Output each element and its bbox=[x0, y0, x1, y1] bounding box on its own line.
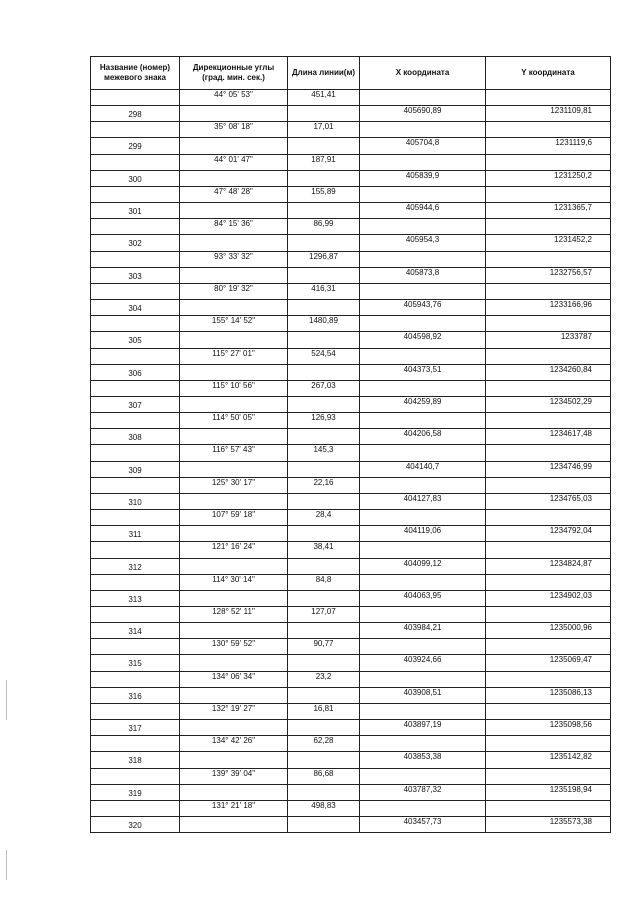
cell-angle bbox=[180, 106, 288, 122]
cell-name: 311 bbox=[91, 526, 180, 542]
cell-x: 405954,3 bbox=[360, 235, 486, 251]
cell-angle bbox=[180, 526, 288, 542]
cell-y bbox=[486, 90, 611, 106]
cell-name bbox=[91, 768, 180, 784]
cell-x: 404063,95 bbox=[360, 590, 486, 606]
cell-y bbox=[486, 542, 611, 558]
cell-length: 127,07 bbox=[288, 607, 360, 623]
cell-y: 1235198,94 bbox=[486, 784, 611, 800]
cell-y: 1233787 bbox=[486, 332, 611, 348]
cell-y: 1234824,87 bbox=[486, 558, 611, 574]
table-row bbox=[91, 623, 611, 639]
cell-angle bbox=[180, 267, 288, 283]
cell-x: 404206,58 bbox=[360, 429, 486, 445]
cell-length bbox=[288, 300, 360, 316]
cell-x bbox=[360, 380, 486, 396]
cell-name bbox=[91, 219, 180, 235]
cell-y: 1235086,13 bbox=[486, 687, 611, 703]
table-row bbox=[91, 332, 611, 348]
table-row bbox=[91, 122, 611, 138]
cell-length: 145,3 bbox=[288, 445, 360, 461]
cell-name bbox=[91, 348, 180, 364]
cell-y: 1233166,96 bbox=[486, 300, 611, 316]
cell-x: 403853,38 bbox=[360, 752, 486, 768]
table-row bbox=[91, 493, 611, 509]
cell-y: 1234260,84 bbox=[486, 364, 611, 380]
header-y: Y координата bbox=[486, 57, 611, 90]
scan-edge-mark bbox=[6, 850, 7, 880]
cell-name bbox=[91, 671, 180, 687]
cell-y: 1231452,2 bbox=[486, 235, 611, 251]
cell-angle: 107° 59' 18" bbox=[180, 510, 288, 526]
cell-name: 303 bbox=[91, 267, 180, 283]
cell-length: 187,91 bbox=[288, 154, 360, 170]
table-row bbox=[91, 283, 611, 299]
cell-x bbox=[360, 413, 486, 429]
scan-edge-mark bbox=[6, 680, 7, 720]
cell-name bbox=[91, 574, 180, 590]
cell-length: 498,83 bbox=[288, 800, 360, 816]
cell-x bbox=[360, 154, 486, 170]
cell-angle bbox=[180, 300, 288, 316]
cell-x bbox=[360, 574, 486, 590]
table-row bbox=[91, 526, 611, 542]
cell-name bbox=[91, 251, 180, 267]
table-row bbox=[91, 752, 611, 768]
cell-y bbox=[486, 413, 611, 429]
cell-x bbox=[360, 316, 486, 332]
cell-x: 403457,73 bbox=[360, 817, 486, 833]
cell-x: 404598,92 bbox=[360, 332, 486, 348]
cell-length: 451,41 bbox=[288, 90, 360, 106]
cell-angle: 131° 21' 18" bbox=[180, 800, 288, 816]
cell-x bbox=[360, 800, 486, 816]
table-row bbox=[91, 477, 611, 493]
cell-length: 1296,87 bbox=[288, 251, 360, 267]
cell-name bbox=[91, 283, 180, 299]
cell-name: 317 bbox=[91, 720, 180, 736]
cell-length: 90,77 bbox=[288, 639, 360, 655]
header-row bbox=[91, 57, 611, 90]
cell-x: 405944,6 bbox=[360, 203, 486, 219]
cell-angle bbox=[180, 590, 288, 606]
table-row bbox=[91, 703, 611, 719]
cell-x bbox=[360, 510, 486, 526]
header-x: X координата bbox=[360, 57, 486, 90]
cell-x bbox=[360, 477, 486, 493]
table-row bbox=[91, 817, 611, 833]
cell-angle bbox=[180, 655, 288, 671]
cell-angle: 130° 59' 52" bbox=[180, 639, 288, 655]
cell-x: 403984,21 bbox=[360, 623, 486, 639]
table-row bbox=[91, 558, 611, 574]
cell-angle bbox=[180, 817, 288, 833]
cell-y: 1235000,96 bbox=[486, 623, 611, 639]
cell-length: 1480,89 bbox=[288, 316, 360, 332]
cell-angle bbox=[180, 364, 288, 380]
cell-x: 404127,83 bbox=[360, 493, 486, 509]
cell-angle bbox=[180, 235, 288, 251]
cell-angle bbox=[180, 332, 288, 348]
table-row bbox=[91, 267, 611, 283]
cell-length bbox=[288, 493, 360, 509]
coordinates-table-wrapper bbox=[90, 56, 611, 833]
cell-x: 404119,06 bbox=[360, 526, 486, 542]
cell-y: 1231119,6 bbox=[486, 138, 611, 154]
cell-x bbox=[360, 122, 486, 138]
cell-x: 404099,12 bbox=[360, 558, 486, 574]
cell-length bbox=[288, 267, 360, 283]
cell-x bbox=[360, 251, 486, 267]
cell-x: 403908,51 bbox=[360, 687, 486, 703]
cell-name: 308 bbox=[91, 429, 180, 445]
cell-length: 86,99 bbox=[288, 219, 360, 235]
cell-y bbox=[486, 477, 611, 493]
cell-y bbox=[486, 380, 611, 396]
cell-x: 404373,51 bbox=[360, 364, 486, 380]
cell-name bbox=[91, 380, 180, 396]
cell-y bbox=[486, 251, 611, 267]
cell-angle: 35° 08' 18" bbox=[180, 122, 288, 138]
table-row bbox=[91, 219, 611, 235]
table-row bbox=[91, 655, 611, 671]
cell-y bbox=[486, 316, 611, 332]
cell-name: 319 bbox=[91, 784, 180, 800]
cell-y: 1234746,99 bbox=[486, 461, 611, 477]
cell-length bbox=[288, 655, 360, 671]
cell-length bbox=[288, 687, 360, 703]
cell-y bbox=[486, 768, 611, 784]
cell-name: 306 bbox=[91, 364, 180, 380]
cell-length bbox=[288, 138, 360, 154]
table-row bbox=[91, 784, 611, 800]
cell-y: 1234765,03 bbox=[486, 493, 611, 509]
cell-name: 316 bbox=[91, 687, 180, 703]
cell-angle: 132° 19' 27" bbox=[180, 703, 288, 719]
table-body bbox=[91, 90, 611, 833]
cell-angle: 134° 06' 34" bbox=[180, 671, 288, 687]
cell-length bbox=[288, 170, 360, 186]
cell-angle: 80° 19' 32" bbox=[180, 283, 288, 299]
cell-angle: 121° 16' 24" bbox=[180, 542, 288, 558]
table-row bbox=[91, 235, 611, 251]
cell-length bbox=[288, 784, 360, 800]
header-name: Название (номер) межевого знака bbox=[91, 57, 180, 90]
cell-angle: 155° 14' 52" bbox=[180, 316, 288, 332]
cell-angle: 115° 10' 56" bbox=[180, 380, 288, 396]
cell-name bbox=[91, 477, 180, 493]
table-row bbox=[91, 800, 611, 816]
cell-angle: 115° 27' 01" bbox=[180, 348, 288, 364]
cell-x: 404259,89 bbox=[360, 396, 486, 412]
cell-length: 126,93 bbox=[288, 413, 360, 429]
cell-length bbox=[288, 106, 360, 122]
cell-x bbox=[360, 445, 486, 461]
cell-angle bbox=[180, 558, 288, 574]
cell-length: 17,01 bbox=[288, 122, 360, 138]
cell-angle: 93° 33' 32" bbox=[180, 251, 288, 267]
cell-angle bbox=[180, 203, 288, 219]
table-row bbox=[91, 413, 611, 429]
table-row bbox=[91, 251, 611, 267]
cell-angle: 114° 50' 05" bbox=[180, 413, 288, 429]
cell-length: 84,8 bbox=[288, 574, 360, 590]
cell-y bbox=[486, 671, 611, 687]
table-row bbox=[91, 380, 611, 396]
cell-length bbox=[288, 364, 360, 380]
cell-name bbox=[91, 316, 180, 332]
cell-y: 1234617,48 bbox=[486, 429, 611, 445]
cell-angle: 125° 30' 17" bbox=[180, 477, 288, 493]
cell-angle: 47° 48' 28" bbox=[180, 186, 288, 202]
header-length: Длина линии(м) bbox=[288, 57, 360, 90]
cell-y bbox=[486, 283, 611, 299]
cell-x bbox=[360, 90, 486, 106]
table-row bbox=[91, 510, 611, 526]
cell-angle bbox=[180, 461, 288, 477]
cell-x bbox=[360, 639, 486, 655]
cell-name bbox=[91, 703, 180, 719]
cell-angle bbox=[180, 493, 288, 509]
cell-angle bbox=[180, 752, 288, 768]
cell-x bbox=[360, 768, 486, 784]
cell-x: 405839,9 bbox=[360, 170, 486, 186]
cell-name: 315 bbox=[91, 655, 180, 671]
cell-y bbox=[486, 122, 611, 138]
cell-length bbox=[288, 558, 360, 574]
cell-y: 1235098,56 bbox=[486, 720, 611, 736]
table-row bbox=[91, 203, 611, 219]
cell-angle bbox=[180, 720, 288, 736]
cell-name: 312 bbox=[91, 558, 180, 574]
cell-x: 405943,76 bbox=[360, 300, 486, 316]
cell-length bbox=[288, 429, 360, 445]
cell-angle: 139° 39' 04" bbox=[180, 768, 288, 784]
cell-x bbox=[360, 542, 486, 558]
cell-name: 309 bbox=[91, 461, 180, 477]
table-row bbox=[91, 154, 611, 170]
cell-y: 1235069,47 bbox=[486, 655, 611, 671]
table-row bbox=[91, 106, 611, 122]
cell-length bbox=[288, 396, 360, 412]
table-row bbox=[91, 607, 611, 623]
cell-length bbox=[288, 332, 360, 348]
cell-angle: 128° 52' 11" bbox=[180, 607, 288, 623]
cell-angle bbox=[180, 784, 288, 800]
cell-y bbox=[486, 703, 611, 719]
cell-length bbox=[288, 590, 360, 606]
cell-x bbox=[360, 283, 486, 299]
cell-name: 300 bbox=[91, 170, 180, 186]
cell-y: 1231109,81 bbox=[486, 106, 611, 122]
table-row bbox=[91, 90, 611, 106]
cell-length bbox=[288, 720, 360, 736]
cell-name: 302 bbox=[91, 235, 180, 251]
cell-y bbox=[486, 445, 611, 461]
cell-length: 23,2 bbox=[288, 671, 360, 687]
cell-length: 22,16 bbox=[288, 477, 360, 493]
cell-name bbox=[91, 90, 180, 106]
cell-name: 314 bbox=[91, 623, 180, 639]
table-row bbox=[91, 542, 611, 558]
cell-length bbox=[288, 623, 360, 639]
cell-y: 1234792,04 bbox=[486, 526, 611, 542]
cell-angle: 114° 30' 14" bbox=[180, 574, 288, 590]
cell-angle: 84° 15' 36" bbox=[180, 219, 288, 235]
cell-x: 403924,66 bbox=[360, 655, 486, 671]
table-row bbox=[91, 348, 611, 364]
cell-name: 313 bbox=[91, 590, 180, 606]
cell-name bbox=[91, 736, 180, 752]
cell-y bbox=[486, 607, 611, 623]
cell-y: 1234902,03 bbox=[486, 590, 611, 606]
table-row bbox=[91, 364, 611, 380]
cell-length bbox=[288, 526, 360, 542]
table-row bbox=[91, 768, 611, 784]
cell-length bbox=[288, 752, 360, 768]
cell-name bbox=[91, 445, 180, 461]
cell-angle bbox=[180, 170, 288, 186]
cell-name: 298 bbox=[91, 106, 180, 122]
cell-length: 267,03 bbox=[288, 380, 360, 396]
table-row bbox=[91, 639, 611, 655]
cell-length: 416,31 bbox=[288, 283, 360, 299]
cell-y bbox=[486, 574, 611, 590]
cell-y bbox=[486, 348, 611, 364]
header-angle: Дирекционные углы (град. мин. сек.) bbox=[180, 57, 288, 90]
table-row bbox=[91, 736, 611, 752]
table-row bbox=[91, 186, 611, 202]
cell-angle bbox=[180, 687, 288, 703]
cell-angle bbox=[180, 429, 288, 445]
table-row bbox=[91, 445, 611, 461]
cell-x: 405704,8 bbox=[360, 138, 486, 154]
cell-angle: 44° 01' 47" bbox=[180, 154, 288, 170]
table-row bbox=[91, 316, 611, 332]
cell-x bbox=[360, 607, 486, 623]
cell-name bbox=[91, 607, 180, 623]
cell-angle bbox=[180, 623, 288, 639]
cell-name bbox=[91, 542, 180, 558]
cell-length: 38,41 bbox=[288, 542, 360, 558]
cell-length bbox=[288, 203, 360, 219]
cell-name bbox=[91, 186, 180, 202]
table-row bbox=[91, 138, 611, 154]
table-row bbox=[91, 671, 611, 687]
table-row bbox=[91, 461, 611, 477]
table-header bbox=[91, 57, 611, 90]
cell-length: 155,89 bbox=[288, 186, 360, 202]
table-row bbox=[91, 687, 611, 703]
cell-x bbox=[360, 348, 486, 364]
cell-x: 404140,7 bbox=[360, 461, 486, 477]
cell-y: 1235573,38 bbox=[486, 817, 611, 833]
cell-name: 301 bbox=[91, 203, 180, 219]
cell-y bbox=[486, 800, 611, 816]
cell-y bbox=[486, 736, 611, 752]
cell-name: 304 bbox=[91, 300, 180, 316]
cell-length: 62,28 bbox=[288, 736, 360, 752]
cell-angle: 116° 57' 43" bbox=[180, 445, 288, 461]
cell-name: 305 bbox=[91, 332, 180, 348]
table-row bbox=[91, 396, 611, 412]
cell-y bbox=[486, 639, 611, 655]
cell-angle: 44° 05' 53" bbox=[180, 90, 288, 106]
cell-length bbox=[288, 461, 360, 477]
cell-length: 28,4 bbox=[288, 510, 360, 526]
cell-y: 1235142,82 bbox=[486, 752, 611, 768]
cell-name bbox=[91, 413, 180, 429]
cell-name bbox=[91, 510, 180, 526]
cell-x bbox=[360, 186, 486, 202]
cell-y: 1232756,57 bbox=[486, 267, 611, 283]
cell-x: 403787,32 bbox=[360, 784, 486, 800]
cell-x bbox=[360, 219, 486, 235]
cell-x: 405873,8 bbox=[360, 267, 486, 283]
cell-name bbox=[91, 122, 180, 138]
cell-length bbox=[288, 235, 360, 251]
table-row bbox=[91, 720, 611, 736]
cell-x bbox=[360, 736, 486, 752]
cell-y bbox=[486, 510, 611, 526]
cell-name: 320 bbox=[91, 817, 180, 833]
cell-y bbox=[486, 154, 611, 170]
table-row bbox=[91, 574, 611, 590]
cell-name bbox=[91, 639, 180, 655]
cell-x: 405690,89 bbox=[360, 106, 486, 122]
table-row bbox=[91, 170, 611, 186]
cell-y: 1231365,7 bbox=[486, 203, 611, 219]
cell-x bbox=[360, 703, 486, 719]
cell-name: 318 bbox=[91, 752, 180, 768]
cell-length: 86,68 bbox=[288, 768, 360, 784]
table-row bbox=[91, 429, 611, 445]
cell-angle bbox=[180, 396, 288, 412]
cell-y: 1231250,2 bbox=[486, 170, 611, 186]
table-row bbox=[91, 590, 611, 606]
cell-length: 524,54 bbox=[288, 348, 360, 364]
cell-name bbox=[91, 154, 180, 170]
cell-y bbox=[486, 186, 611, 202]
cell-x bbox=[360, 671, 486, 687]
cell-length bbox=[288, 817, 360, 833]
cell-x: 403897,19 bbox=[360, 720, 486, 736]
cell-y bbox=[486, 219, 611, 235]
table-row bbox=[91, 300, 611, 316]
cell-name: 310 bbox=[91, 493, 180, 509]
cell-name: 299 bbox=[91, 138, 180, 154]
cell-angle: 134° 42' 26" bbox=[180, 736, 288, 752]
cell-length: 16,81 bbox=[288, 703, 360, 719]
cell-name: 307 bbox=[91, 396, 180, 412]
cell-angle bbox=[180, 138, 288, 154]
cell-y: 1234502,29 bbox=[486, 396, 611, 412]
boundary-coordinates-table bbox=[90, 56, 611, 833]
cell-name bbox=[91, 800, 180, 816]
